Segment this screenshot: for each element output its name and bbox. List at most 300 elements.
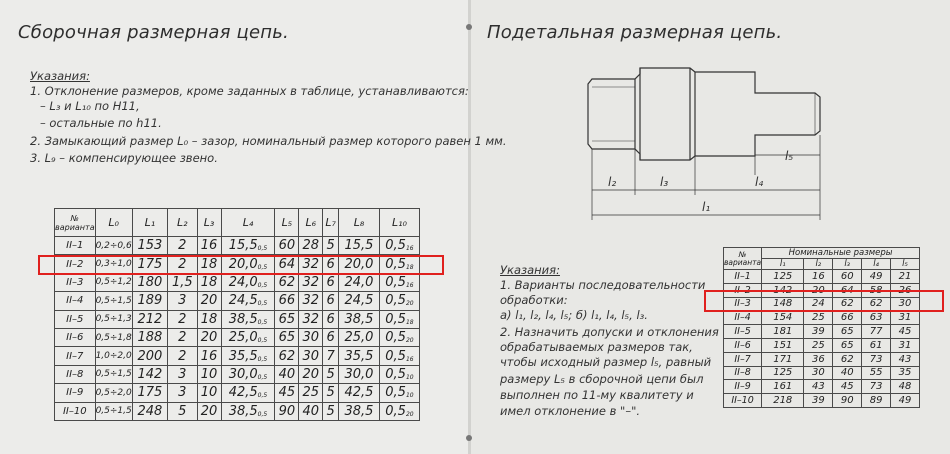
cell-value: 32 — [302, 274, 320, 290]
cell-value: 32 — [302, 256, 320, 272]
cell-value: 62 — [278, 348, 296, 364]
cell-value: 212 — [137, 311, 163, 327]
table-cell — [55, 365, 96, 383]
table-cell — [95, 384, 132, 402]
cell-value: 24,5 — [344, 293, 374, 309]
cell-value: 20 — [200, 403, 218, 419]
cell-tolerance: 0,5 — [257, 300, 268, 308]
table-cell: 48 — [891, 380, 920, 394]
table-row — [724, 311, 920, 325]
header-col: l₁ — [762, 259, 804, 270]
left-instructions-heading: Указания: — [30, 69, 90, 83]
cell-value: 0,2÷0,6 — [95, 240, 132, 251]
table-cell: 63 — [862, 311, 891, 325]
cell-value: 25 — [302, 385, 320, 401]
cell-value: 0,5÷1,5 — [95, 406, 132, 417]
cell-value: II–2 — [66, 258, 84, 270]
cell-tolerance: 0,5 — [257, 245, 268, 253]
table-cell: 31 — [891, 338, 920, 352]
cell-value: 3 — [178, 293, 187, 309]
table-cell: 61 — [862, 338, 891, 352]
cell-value: 6 — [326, 330, 335, 346]
table-cell — [132, 384, 167, 402]
header-col: l₂ — [804, 259, 833, 270]
cell-value: 5 — [326, 403, 335, 419]
table-cell — [197, 328, 221, 346]
cell-value: 2 — [178, 330, 187, 346]
table-cell — [197, 384, 221, 402]
cell-tolerance: 0,5 — [257, 281, 268, 289]
table-cell — [275, 292, 299, 310]
table-cell: 77 — [862, 325, 891, 339]
cell-value: 0,5 — [385, 348, 406, 364]
table-cell — [299, 347, 323, 365]
header-group: Номинальные размеры — [762, 248, 920, 259]
cell-tolerance: 20 — [405, 337, 414, 345]
cell-value: 30 — [302, 330, 320, 346]
table-cell: II–7 — [724, 352, 762, 366]
shaft-drawing — [580, 55, 840, 225]
header-col: L₂ — [167, 209, 197, 237]
cell-value: 38,5 — [344, 403, 374, 419]
cell-value: 1,5 — [171, 274, 193, 290]
table-cell: 60 — [833, 270, 862, 284]
table-cell: 30 — [804, 366, 833, 380]
cell-value: 0,5 — [385, 385, 406, 401]
cell-value: 28 — [302, 238, 320, 254]
table-row — [724, 380, 920, 394]
cell-value: 20 — [200, 330, 218, 346]
table-cell — [379, 292, 419, 310]
table-cell: II–2 — [724, 283, 762, 297]
table-cell: 16 — [804, 270, 833, 284]
cell-value: 20 — [200, 293, 218, 309]
cell-value: 32 — [302, 293, 320, 309]
left-instruction-line: – остальные по h11. — [40, 116, 162, 130]
cell-tolerance: 20 — [405, 300, 414, 308]
cell-value: 0,5÷2,0 — [95, 387, 132, 398]
table-cell — [323, 292, 339, 310]
table-cell — [299, 237, 323, 255]
right-instruction-line: обработки: — [500, 293, 568, 307]
cell-value: 16 — [200, 348, 218, 364]
header-variant: № варианта — [55, 209, 96, 237]
table-cell — [275, 347, 299, 365]
table-cell: 151 — [762, 338, 804, 352]
cell-value: 90 — [278, 403, 296, 419]
cell-value: 45 — [278, 385, 296, 401]
cell-value: 0,5 — [385, 330, 406, 346]
table-cell: 62 — [862, 297, 891, 311]
cell-value: 189 — [137, 293, 163, 309]
cell-value: II–10 — [62, 405, 87, 417]
table-row — [55, 237, 420, 255]
table-cell — [339, 273, 380, 291]
cell-value: 200 — [137, 348, 163, 364]
table-cell: 142 — [762, 283, 804, 297]
table-cell: 36 — [804, 352, 833, 366]
table-cell — [379, 237, 419, 255]
table-cell: II–9 — [724, 380, 762, 394]
table-row — [55, 365, 420, 383]
table-cell — [339, 365, 380, 383]
cell-value: 64 — [278, 256, 296, 272]
cell-value: 180 — [137, 274, 163, 290]
cell-value: 2 — [178, 256, 187, 272]
table-cell — [55, 328, 96, 346]
cell-value: 35,5 — [228, 348, 258, 364]
cell-value: 5 — [326, 238, 335, 254]
table-cell — [221, 365, 275, 383]
table-cell — [55, 273, 96, 291]
part-dimensions-table — [723, 247, 920, 408]
right-instruction-line: имел отклонение в "–". — [500, 404, 641, 418]
cell-value: 32 — [302, 311, 320, 327]
table-row — [724, 394, 920, 408]
header-col: L₁₀ — [379, 209, 419, 237]
table-cell: 39 — [804, 325, 833, 339]
cell-value: 25,0 — [344, 330, 374, 346]
assembly-chain-title: Сборочная размерная цепь. — [18, 22, 289, 43]
table-cell — [132, 310, 167, 328]
cell-value: 42,5 — [228, 385, 258, 401]
cell-tolerance: 0,5 — [257, 373, 268, 381]
table-cell — [379, 402, 419, 420]
table-cell — [275, 310, 299, 328]
header-col: L₄ — [221, 209, 275, 237]
table-cell: 218 — [762, 394, 804, 408]
table-cell: 58 — [862, 283, 891, 297]
table-header-row — [724, 248, 920, 259]
table-cell: 73 — [862, 352, 891, 366]
table-cell — [95, 273, 132, 291]
table-cell: 65 — [833, 325, 862, 339]
table-cell — [323, 365, 339, 383]
table-cell — [323, 273, 339, 291]
cell-value: 0,5÷1,3 — [95, 314, 132, 325]
cell-value: 0,5 — [385, 274, 406, 290]
cell-value: 0,5 — [385, 256, 406, 272]
cell-value: 65 — [278, 311, 296, 327]
cell-value: 35,5 — [344, 348, 374, 364]
table-row — [55, 347, 420, 365]
table-cell: 40 — [833, 366, 862, 380]
cell-value: II–8 — [66, 368, 84, 380]
table-cell: 25 — [804, 311, 833, 325]
cell-value: 2 — [178, 348, 187, 364]
table-cell — [275, 237, 299, 255]
cell-tolerance: 0,5 — [257, 392, 268, 400]
cell-value: 38,5 — [228, 311, 258, 327]
pin-dot-top — [466, 24, 472, 30]
cell-value: II–4 — [66, 295, 84, 307]
cell-value: 0,5 — [385, 238, 406, 254]
table-cell: 43 — [804, 380, 833, 394]
table-cell — [379, 328, 419, 346]
table-cell — [167, 273, 197, 291]
header-col: L₈ — [339, 209, 380, 237]
table-cell: 49 — [891, 394, 920, 408]
cell-tolerance: 0,5 — [257, 410, 268, 418]
table-cell — [221, 237, 275, 255]
cell-value: 18 — [200, 311, 218, 327]
table-row — [724, 338, 920, 352]
table-cell — [379, 365, 419, 383]
table-cell — [132, 328, 167, 346]
table-cell — [132, 365, 167, 383]
cell-value: 142 — [137, 366, 163, 382]
cell-tolerance: 0,5 — [257, 337, 268, 345]
cell-value: II–9 — [66, 387, 84, 399]
cell-value: 5 — [178, 403, 187, 419]
cell-value: 0,5÷1,5 — [95, 369, 132, 380]
table-cell — [167, 365, 197, 383]
table-cell — [323, 328, 339, 346]
table-cell — [95, 402, 132, 420]
table-cell — [197, 273, 221, 291]
table-cell: 31 — [891, 311, 920, 325]
header-variant: № варианта — [724, 248, 762, 270]
table-cell: 125 — [762, 270, 804, 284]
cell-value: II–1 — [66, 240, 84, 252]
table-cell: 125 — [762, 366, 804, 380]
table-cell: 45 — [833, 380, 862, 394]
table-row — [55, 310, 420, 328]
header-col: l₅ — [891, 259, 920, 270]
table-cell — [95, 328, 132, 346]
table-cell — [167, 347, 197, 365]
cell-value: 0,5 — [385, 366, 406, 382]
cell-value: 24,5 — [228, 293, 258, 309]
table-cell — [323, 402, 339, 420]
cell-value: 1,0÷2,0 — [95, 351, 132, 362]
table-cell: 62 — [833, 352, 862, 366]
table-cell — [221, 384, 275, 402]
table-cell — [323, 347, 339, 365]
label-l2: l₂ — [608, 175, 617, 189]
header-col: l₃ — [833, 259, 862, 270]
table-cell — [379, 384, 419, 402]
left-instruction-line: 3. L₉ – компенсирующее звено. — [30, 151, 218, 165]
table-cell: 39 — [804, 394, 833, 408]
table-cell: 43 — [891, 352, 920, 366]
table-cell: 90 — [833, 394, 862, 408]
table-cell: 35 — [891, 366, 920, 380]
cell-value: II–5 — [66, 313, 84, 325]
cell-tolerance: 18 — [405, 263, 414, 271]
table-cell — [55, 347, 96, 365]
cell-value: 18 — [200, 274, 218, 290]
table-cell — [275, 384, 299, 402]
table-cell: 148 — [762, 297, 804, 311]
cell-tolerance: 16 — [405, 245, 414, 253]
table-row — [724, 366, 920, 380]
header-col: L₅ — [275, 209, 299, 237]
table-cell — [55, 310, 96, 328]
table-header-row — [55, 209, 420, 237]
cell-value: 15,5 — [344, 238, 374, 254]
table-cell — [55, 384, 96, 402]
table-cell — [339, 328, 380, 346]
table-cell: 45 — [891, 325, 920, 339]
table-cell: 181 — [762, 325, 804, 339]
cell-value: 38,5 — [344, 311, 374, 327]
cell-value: 6 — [326, 311, 335, 327]
table-cell — [95, 365, 132, 383]
table-cell — [299, 402, 323, 420]
cell-value: 188 — [137, 330, 163, 346]
cell-value: 6 — [326, 274, 335, 290]
table-cell — [379, 273, 419, 291]
table-cell — [299, 310, 323, 328]
cell-value: 60 — [278, 238, 296, 254]
cell-value: 40 — [302, 403, 320, 419]
cell-value: II–6 — [66, 332, 84, 344]
cell-value: 16 — [200, 238, 218, 254]
table-cell — [299, 384, 323, 402]
table-cell — [379, 310, 419, 328]
table-cell — [55, 402, 96, 420]
part-chain-title: Подетальная размерная цепь. — [487, 22, 783, 43]
right-instruction-line: чтобы исходный размер l₅, равный — [500, 355, 712, 369]
table-cell — [95, 310, 132, 328]
highlight-right-row — [704, 290, 944, 312]
table-cell — [221, 347, 275, 365]
cell-tolerance: 18 — [405, 318, 414, 326]
table-cell: 89 — [862, 394, 891, 408]
table-row — [724, 352, 920, 366]
cell-value: 3 — [178, 366, 187, 382]
table-row — [55, 384, 420, 402]
table-cell — [221, 310, 275, 328]
table-cell: II–5 — [724, 325, 762, 339]
table-cell: II–10 — [724, 394, 762, 408]
right-instruction-line: выполнен по 11-му квалитету и — [500, 388, 694, 402]
cell-value: 2 — [178, 311, 187, 327]
table-cell: 154 — [762, 311, 804, 325]
cell-value: 7 — [326, 348, 335, 364]
table-cell — [379, 347, 419, 365]
cell-value: 25,0 — [228, 330, 258, 346]
table-cell — [95, 347, 132, 365]
cell-tolerance: 16 — [405, 281, 414, 289]
shaft-outline — [588, 68, 820, 160]
cell-value: 20,0 — [344, 256, 374, 272]
cell-value: 38,5 — [228, 403, 258, 419]
cell-value: 2 — [178, 238, 187, 254]
header-col: L₁ — [132, 209, 167, 237]
table-cell — [167, 292, 197, 310]
table-cell — [323, 384, 339, 402]
table-row — [55, 328, 420, 346]
cell-value: 30,0 — [344, 366, 374, 382]
cell-tolerance: 10 — [405, 392, 414, 400]
table-cell — [132, 273, 167, 291]
table-cell — [323, 310, 339, 328]
table-cell — [339, 237, 380, 255]
table-cell — [197, 292, 221, 310]
right-instruction-line: 1. Варианты последовательности — [500, 278, 706, 292]
cell-value: 6 — [326, 256, 335, 272]
table-cell — [221, 273, 275, 291]
table-row — [55, 273, 420, 291]
table-cell — [167, 310, 197, 328]
cell-value: 3 — [178, 385, 187, 401]
table-cell: 25 — [804, 338, 833, 352]
table-cell: 171 — [762, 352, 804, 366]
cell-value: 0,5÷1,8 — [95, 332, 132, 343]
table-cell: II–4 — [724, 311, 762, 325]
table-cell — [55, 237, 96, 255]
cell-tolerance: 20 — [405, 410, 414, 418]
cell-value: 40 — [278, 366, 296, 382]
table-cell — [132, 402, 167, 420]
table-cell — [197, 237, 221, 255]
assembly-variants-table — [54, 208, 420, 421]
table-cell: 65 — [833, 338, 862, 352]
cell-value: 20,0 — [228, 256, 258, 272]
table-cell — [167, 237, 197, 255]
right-instruction-line: а) l₁, l₂, l₄, l₅; б) l₁, l₄, l₅, l₃. — [500, 308, 648, 322]
right-instruction-line: размеру L₅ в сборочной цепи был — [500, 372, 704, 386]
cell-value: 153 — [137, 238, 163, 254]
header-col: l₄ — [862, 259, 891, 270]
table-cell — [221, 292, 275, 310]
header-col: L₆ — [299, 209, 323, 237]
cell-tolerance: 0,5 — [257, 355, 268, 363]
table-cell — [275, 402, 299, 420]
table-cell: 24 — [804, 297, 833, 311]
table-cell — [221, 402, 275, 420]
table-cell: 49 — [862, 270, 891, 284]
table-cell — [197, 402, 221, 420]
cell-value: 0,5 — [385, 293, 406, 309]
table-cell: 26 — [891, 283, 920, 297]
header-col: L₇ — [323, 209, 339, 237]
table-cell: 55 — [862, 366, 891, 380]
cell-tolerance: 0,5 — [257, 263, 268, 271]
table-cell — [132, 292, 167, 310]
left-instruction-line: 2. Замыкающий размер L₀ – зазор, номинальный размер которого равен 1 мм. — [30, 134, 507, 148]
table-cell — [339, 402, 380, 420]
table-cell — [299, 328, 323, 346]
cell-value: 0,3÷1,0 — [95, 259, 132, 270]
cell-value: 0,5÷1,5 — [95, 295, 132, 306]
table-cell — [221, 328, 275, 346]
table-cell — [275, 328, 299, 346]
cell-value: 10 — [200, 366, 218, 382]
table-cell: II–8 — [724, 366, 762, 380]
cell-value: 20 — [302, 366, 320, 382]
left-instruction-line: 1. Отклонение размеров, кроме заданных в таблице, устанавливаются: — [30, 84, 469, 98]
cell-tolerance: 10 — [405, 373, 414, 381]
cell-value: 248 — [137, 403, 163, 419]
table-cell: II–1 — [724, 270, 762, 284]
table-cell — [339, 347, 380, 365]
table-cell — [132, 237, 167, 255]
table-cell — [167, 328, 197, 346]
table-cell — [275, 365, 299, 383]
cell-value: II–7 — [66, 350, 84, 362]
header-col: L₃ — [197, 209, 221, 237]
table-cell — [275, 273, 299, 291]
cell-value: 5 — [326, 366, 335, 382]
left-instruction-line: – L₃ и L₁₀ по H11, — [40, 99, 140, 113]
cell-tolerance: 0,5 — [257, 318, 268, 326]
table-cell — [95, 292, 132, 310]
cell-value: 42,5 — [344, 385, 374, 401]
table-cell — [95, 237, 132, 255]
